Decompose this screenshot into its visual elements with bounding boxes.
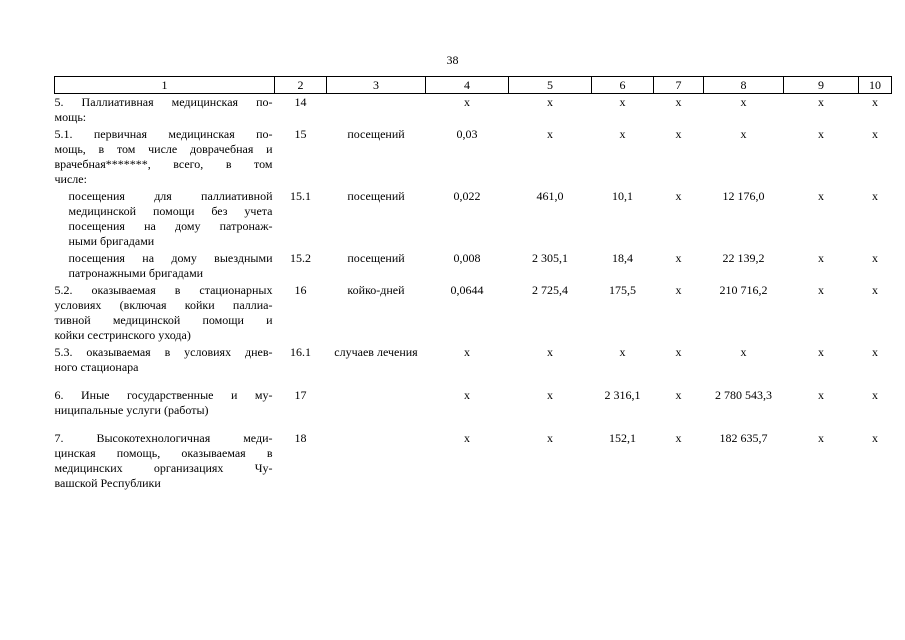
value-col6: 10,1	[612, 189, 633, 203]
table-row	[55, 250, 892, 282]
value-col9: х	[818, 431, 824, 445]
table-row	[55, 344, 892, 376]
value-col6: 2 316,1	[604, 388, 641, 402]
table-row	[55, 126, 892, 188]
row-name	[55, 250, 275, 282]
row-name-line: 7. Высокотехнологичная меди-	[54, 431, 273, 445]
value-col7: х	[675, 283, 682, 297]
value-col10: х	[872, 251, 878, 265]
row-name-line: 5.1. первичная медицинская по-	[54, 127, 273, 141]
value-col4: 0,008	[453, 251, 481, 265]
value-col6: х	[619, 95, 626, 109]
value-col8: 22 139,2	[722, 251, 765, 265]
value-col5: х	[547, 95, 553, 109]
value-col4: 0,0644	[450, 283, 484, 297]
column-header: 8	[704, 77, 784, 94]
value-col8: х	[740, 345, 747, 359]
row-name-line: ными бригадами	[68, 234, 155, 248]
value-col9: х	[818, 95, 824, 109]
value-col9: х	[818, 283, 824, 297]
row-code: 18	[294, 431, 307, 445]
value-col5: 461,0	[536, 189, 564, 203]
value-col7: х	[675, 345, 682, 359]
row-name	[55, 282, 275, 344]
value-col8: х	[740, 95, 747, 109]
value-col6: 152,1	[609, 431, 636, 445]
row-name-line: вашской Республики	[54, 476, 161, 490]
column-header: 7	[654, 77, 704, 94]
table-row	[55, 282, 892, 344]
value-col9: х	[818, 251, 824, 265]
row-code: 15.2	[290, 251, 311, 265]
value-col8: 2 780 543,3	[715, 388, 772, 402]
row-name-line: тивной медицинской помощи и	[54, 313, 273, 327]
column-header: 6	[592, 77, 654, 94]
row-name-line: мощь:	[54, 110, 87, 124]
value-col10: х	[872, 95, 878, 109]
value-col5: 2 305,1	[532, 251, 568, 265]
value-col9: х	[818, 189, 824, 203]
value-col4: х	[464, 431, 470, 445]
value-col6: х	[619, 127, 626, 141]
value-col8: 182 635,7	[719, 431, 768, 445]
unit-cell: посещений	[347, 189, 405, 203]
row-name-line: посещения для паллиативной	[68, 189, 273, 203]
table-row	[55, 188, 892, 250]
table-row	[55, 376, 892, 419]
value-col10: х	[872, 431, 878, 445]
column-header: 5	[509, 77, 592, 94]
value-col10: х	[872, 283, 878, 297]
value-col6: х	[619, 345, 626, 359]
row-name-line: числе:	[54, 172, 87, 186]
value-col6: 18,4	[612, 251, 633, 265]
row-name-line: ниципальные услуги (работы)	[54, 403, 209, 417]
row-name	[55, 344, 275, 376]
value-col10: х	[872, 189, 878, 203]
row-name-line: посещения на дому патронаж-	[68, 219, 273, 233]
row-name-line: ного стационара	[54, 360, 139, 374]
value-col6: 175,5	[609, 283, 636, 297]
value-col4: 0,022	[453, 189, 481, 203]
row-name-line: условиях (включая койки паллиа-	[54, 298, 273, 312]
row-name	[55, 419, 275, 492]
row-name	[55, 94, 275, 127]
row-code: 17	[294, 388, 307, 402]
value-col4: 0,03	[456, 127, 478, 141]
row-name-line: 5.3. оказываемая в условиях днев-	[54, 345, 273, 359]
row-name-line: врачебная*******, всего, в том	[54, 157, 273, 171]
table-row	[55, 419, 892, 492]
unit-cell: случаев лечения	[334, 345, 418, 359]
row-code: 15.1	[290, 189, 311, 203]
column-header: 1	[55, 77, 275, 94]
table-body	[55, 94, 892, 493]
value-col8: 210 716,2	[719, 283, 768, 297]
row-name	[55, 188, 275, 250]
row-name-line: мощь, в том числе доврачебная и	[54, 142, 273, 156]
row-code: 16.1	[290, 345, 311, 359]
column-header: 2	[275, 77, 327, 94]
page-number: 38	[446, 53, 459, 67]
value-col7: х	[675, 127, 682, 141]
row-name	[55, 126, 275, 188]
value-col7: х	[675, 189, 682, 203]
row-name-line: 5. Паллиативная медицинская по-	[54, 95, 273, 109]
row-name	[55, 376, 275, 419]
value-col7: х	[675, 388, 682, 402]
column-header: 9	[784, 77, 859, 94]
column-header: 3	[327, 77, 426, 94]
value-col4: х	[464, 95, 470, 109]
value-col8: х	[740, 127, 747, 141]
value-col5: х	[547, 345, 553, 359]
value-col4: х	[464, 388, 470, 402]
value-col8: 12 176,0	[722, 189, 765, 203]
value-col5: х	[547, 431, 553, 445]
column-header: 10	[859, 77, 892, 94]
value-col5: х	[547, 388, 553, 402]
unit-cell	[327, 94, 426, 127]
row-name-line: цинская помощь, оказываемая в	[54, 446, 273, 460]
row-name-line: патронажными бригадами	[68, 266, 204, 280]
unit-cell	[327, 419, 426, 492]
value-col9: х	[818, 127, 824, 141]
row-code: 15	[294, 127, 307, 141]
row-name-line: посещения на дому выездными	[68, 251, 273, 265]
value-col7: х	[675, 431, 682, 445]
row-name-line: 6. Иные государственные и му-	[54, 388, 273, 402]
value-col10: х	[872, 345, 878, 359]
value-col9: х	[818, 388, 824, 402]
data-table	[54, 76, 892, 492]
unit-cell: посещений	[347, 251, 405, 265]
value-col9: х	[818, 345, 824, 359]
value-col5: 2 725,4	[532, 283, 568, 297]
table-row	[55, 94, 892, 127]
value-col7: х	[675, 95, 682, 109]
column-header: 4	[426, 77, 509, 94]
row-code: 16	[294, 283, 307, 297]
row-name-line: медицинской помощи без учета	[68, 204, 273, 218]
row-name-line: койки сестринского ухода)	[54, 328, 191, 342]
value-col4: х	[464, 345, 470, 359]
value-col7: х	[675, 251, 682, 265]
unit-cell	[327, 376, 426, 419]
row-name-line: медицинских организациях Чу-	[54, 461, 273, 475]
row-name-line: 5.2. оказываемая в стационарных	[54, 283, 273, 297]
unit-cell: посещений	[347, 127, 405, 141]
value-col5: х	[547, 127, 553, 141]
row-code: 14	[294, 95, 307, 109]
value-col10: х	[872, 388, 878, 402]
table-header	[55, 77, 892, 94]
value-col10: х	[872, 127, 878, 141]
unit-cell: койко-дней	[347, 283, 405, 297]
